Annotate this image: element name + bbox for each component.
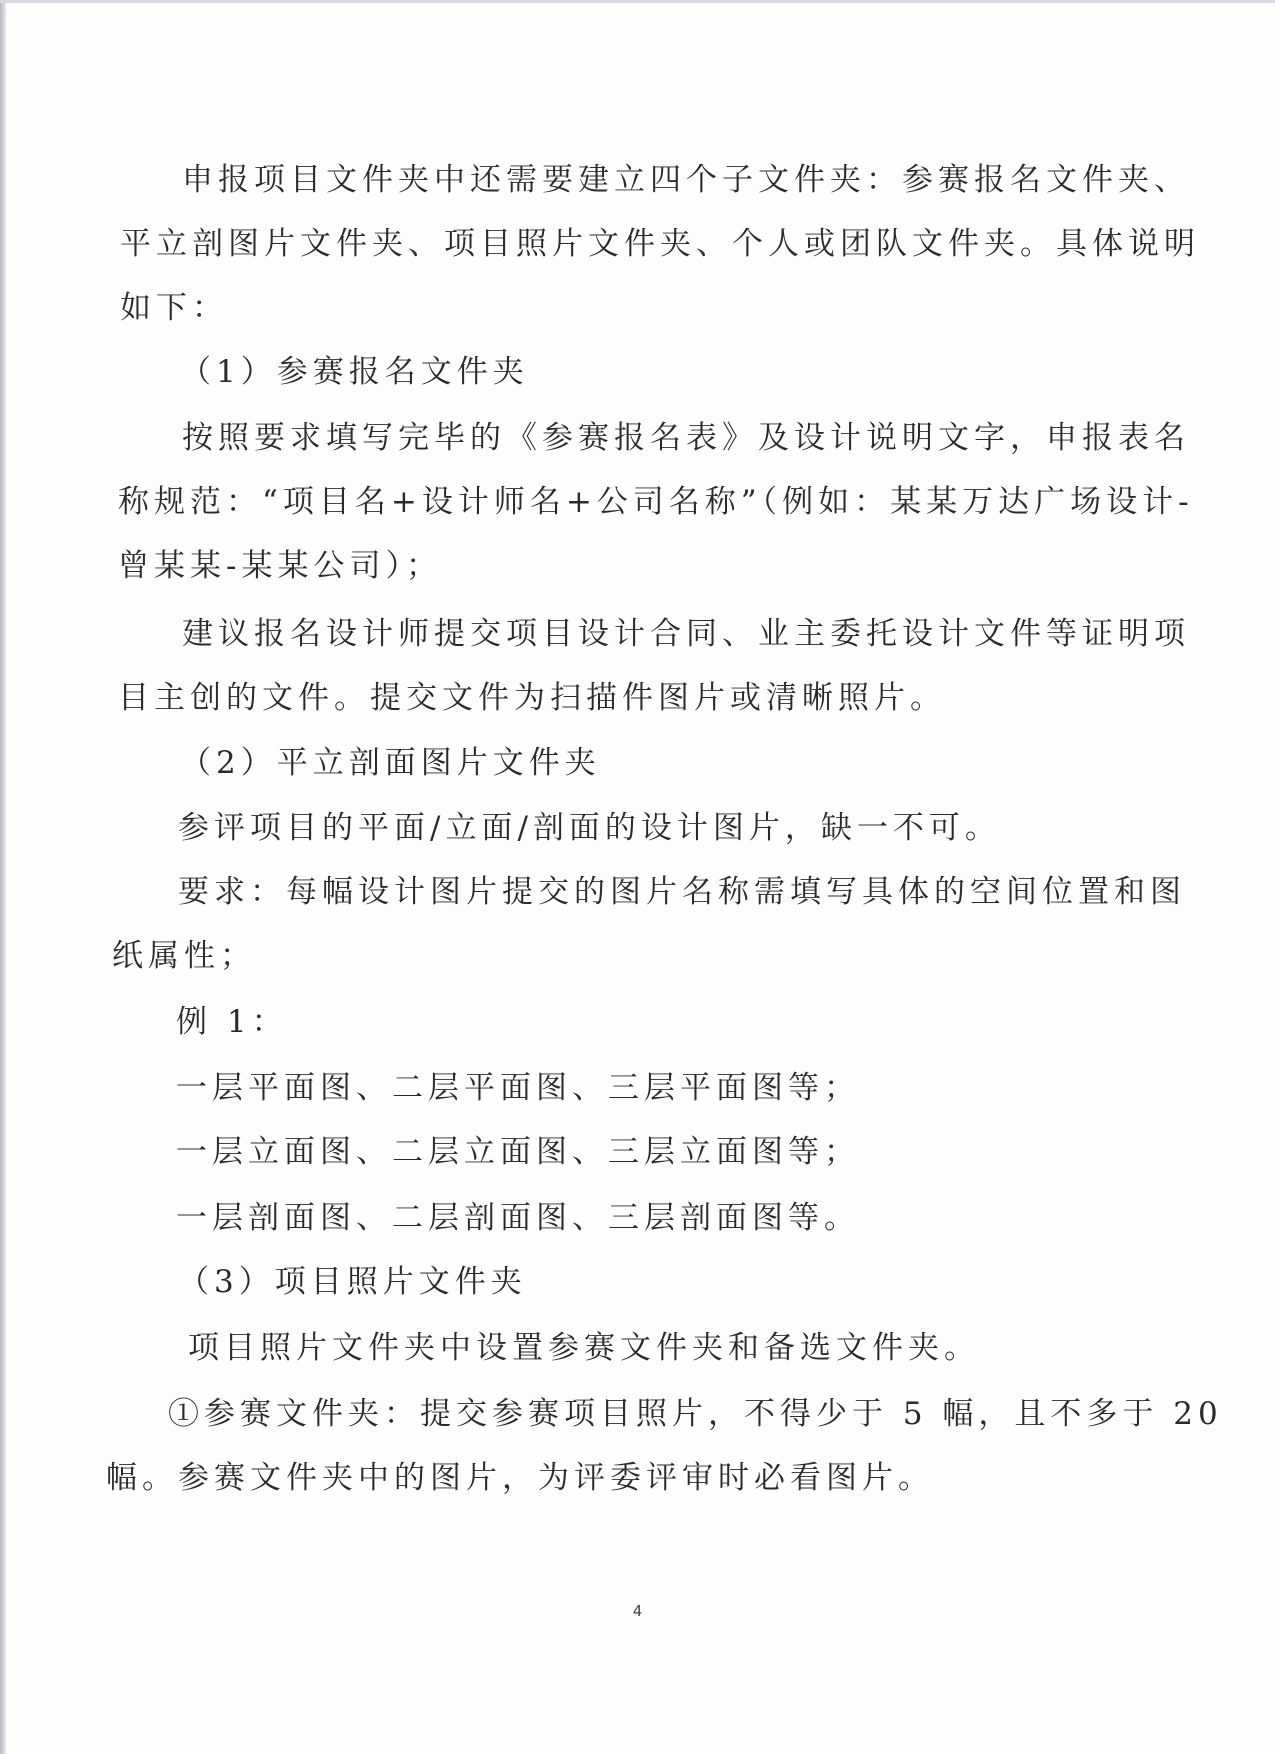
paragraph-intro-line-3: 如下：	[120, 290, 228, 326]
paragraph-proof-line-1: 建议报名设计师提交项目设计合同、业主委托设计文件等证明项	[182, 616, 1190, 652]
paragraph-registration-line-3: 曾某某-某某公司）；	[118, 548, 442, 584]
example-label: 例 1：	[176, 1004, 288, 1040]
paragraph-requirement-line-2: 纸属性；	[112, 938, 256, 974]
paragraph-photo-folders: 项目照片文件夹中设置参赛文件夹和备选文件夹。	[188, 1330, 980, 1366]
paragraph-entry-folder-line-2: 幅。参赛文件夹中的图片，为评委评审时必看图片。	[106, 1460, 934, 1496]
paragraph-drawings: 参评项目的平面/立面/剖面的设计图片，缺一不可。	[178, 810, 1001, 846]
section-heading-2: （2）平立剖面图片文件夹	[180, 745, 601, 781]
page-number: 4	[632, 1602, 643, 1620]
paragraph-entry-folder-line-1: ①参赛文件夹：提交参赛项目照片，不得少于 5 幅，且不多于 20	[168, 1396, 1223, 1432]
paragraph-intro-line-1: 申报项目文件夹中还需要建立四个子文件夹：参赛报名文件夹、	[182, 162, 1190, 198]
section-heading-3: （3）项目照片文件夹	[178, 1264, 527, 1300]
paragraph-proof-line-2: 目主创的文件。提交文件为扫描件图片或清晰照片。	[118, 680, 946, 716]
paragraph-intro-line-2: 平立剖图片文件夹、项目照片文件夹、个人或团队文件夹。具体说明	[120, 226, 1200, 262]
example-elevations: 一层立面图、二层立面图、三层立面图等；	[176, 1134, 860, 1170]
paragraph-registration-line-2: 称规范：“项目名+设计师名+公司名称”（例如：某某万达广场设计-	[118, 484, 1194, 520]
example-sections: 一层剖面图、二层剖面图、三层剖面图等。	[176, 1200, 860, 1236]
paragraph-registration-line-1: 按照要求填写完毕的《参赛报名表》及设计说明文字，申报表名	[182, 420, 1190, 456]
scan-edge-left	[0, 0, 6, 1754]
section-heading-1: （1）参赛报名文件夹	[180, 354, 529, 390]
scan-edge-top	[0, 0, 1275, 3]
example-floor-plans: 一层平面图、二层平面图、三层平面图等；	[176, 1070, 860, 1106]
paragraph-requirement-line-1: 要求：每幅设计图片提交的图片名称需填写具体的空间位置和图	[178, 874, 1186, 910]
